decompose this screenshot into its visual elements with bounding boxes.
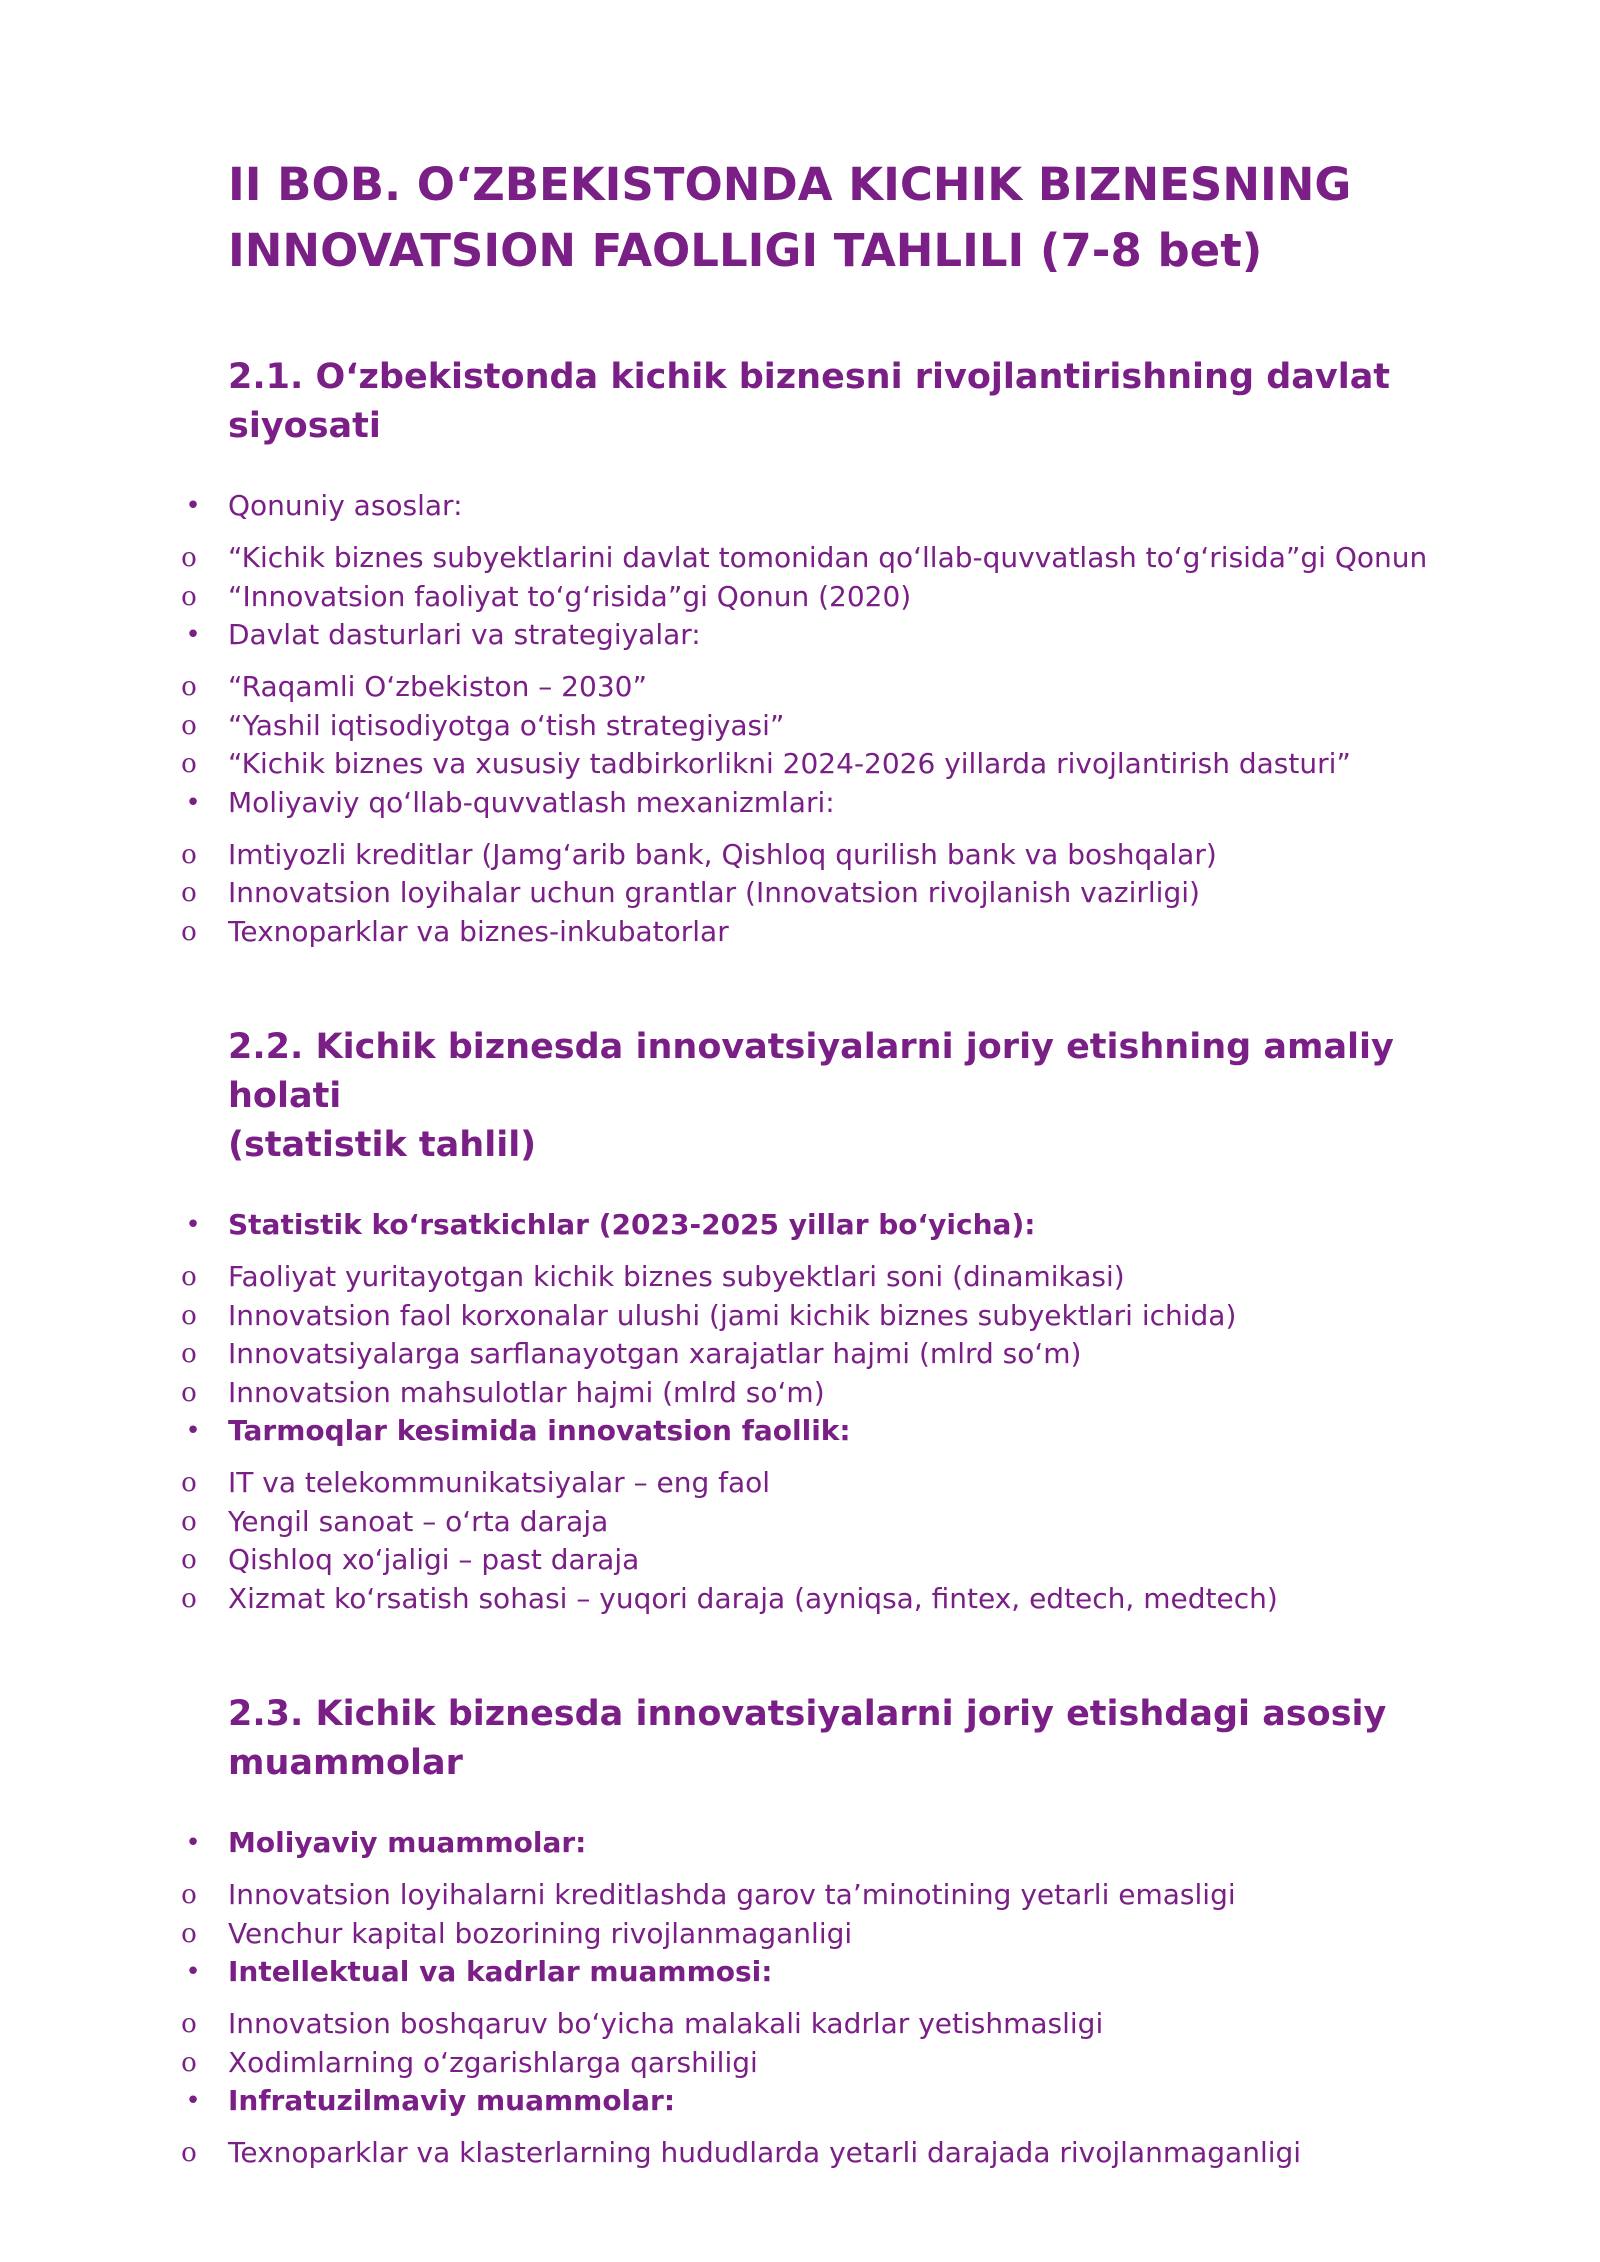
list-group	[0, 616, 1600, 784]
section-2-3-list	[0, 1824, 1600, 2173]
list-item: o Innovatsion loyihalar uchun grantlar (Innovatsion rivojlanish vazirligi)	[0, 874, 1600, 913]
list-group	[0, 1824, 1600, 1953]
section-title-line: muammolar	[228, 1743, 463, 1783]
circle-bullet-icon: o	[181, 749, 197, 779]
circle-bullet-icon: o	[181, 878, 197, 908]
chapter-title-line-1: II BOB. O‘ZBEKISTONDA KICHIK BIZNESNING	[228, 158, 1352, 211]
list-heading: • Moliyaviy qo‘llab-quvvatlash mexanizmlari:	[0, 784, 1600, 822]
circle-bullet-icon: o	[181, 1506, 197, 1537]
list-item: o “Kichik biznes subyektlarini davlat tomonidan qo‘llab-quvvatlash to‘g‘risida”gi Qonun	[0, 539, 1600, 578]
list-item: o Innovatsion loyihalarni kreditlashda garov ta’minotining yetarli emasligi	[0, 1876, 1600, 1915]
list-item: o “Yashil iqtisodiyotga o‘tish strategiyasi”	[0, 707, 1600, 746]
circle-bullet-icon: o	[181, 1377, 197, 1408]
section-2-1-list	[0, 487, 1600, 951]
list-item: o Innovatsiyalarga sarflanayotgan xarajatlar hajmi (mlrd so‘m)	[0, 1335, 1600, 1374]
circle-bullet-icon: o	[181, 916, 197, 947]
list-heading: • Moliyaviy muammolar:	[0, 1824, 1600, 1862]
bullet-icon: •	[185, 1957, 201, 1987]
circle-bullet-icon: o	[181, 1583, 197, 1614]
list-item: o Texnoparklar va klasterlarning hududlarda yetarli darajada rivojlanmaganligi	[0, 2134, 1600, 2173]
circle-bullet-icon: o	[181, 581, 197, 612]
bullet-icon: •	[185, 1416, 201, 1446]
list-group	[0, 487, 1600, 616]
list-item: o Yengil sanoat – o‘rta daraja	[0, 1503, 1600, 1542]
list-heading: • Statistik ko‘rsatkichlar (2023-2025 yillar bo‘yicha):	[0, 1206, 1600, 1244]
circle-bullet-icon: o	[181, 1262, 197, 1292]
list-heading: • Tarmoqlar kesimida innovatsion faollik:	[0, 1412, 1600, 1450]
list-group	[0, 1953, 1600, 2082]
circle-bullet-icon: o	[181, 710, 197, 741]
section-title-2-2	[228, 1023, 1478, 1170]
section-title-line: 2.3. Kichik biznesda innovatsiyalarni joriy etishdagi asosiy	[228, 1694, 1387, 1734]
list-heading: • Davlat dasturlari va strategiyalar:	[0, 616, 1600, 654]
circle-bullet-icon: o	[181, 1880, 197, 1910]
section-title-line: (statistik tahlil)	[228, 1125, 537, 1165]
section-title-line: 2.1. O‘zbekistonda kichik biznesni rivojlantirishning davlat siyosati	[228, 357, 1391, 446]
list-item: o Faoliyat yuritayotgan kichik biznes subyektlari soni (dinamikasi)	[0, 1258, 1600, 1297]
list-heading: • Intellektual va kadrlar muammosi:	[0, 1953, 1600, 1991]
bullet-icon: •	[185, 620, 201, 650]
list-group	[0, 2082, 1600, 2173]
bullet-icon: •	[185, 2086, 201, 2116]
circle-bullet-icon: o	[181, 2138, 197, 2168]
list-item: o Xodimlarning o‘zgarishlarga qarshiligi	[0, 2044, 1600, 2083]
list-item: o Imtiyozli kreditlar (Jamg‘arib bank, Qishloq qurilish bank va boshqalar)	[0, 836, 1600, 875]
list-item: o “Raqamli O‘zbekiston – 2030”	[0, 668, 1600, 707]
circle-bullet-icon: o	[181, 2009, 197, 2039]
list-group	[0, 1412, 1600, 1618]
circle-bullet-icon: o	[181, 672, 197, 702]
list-group	[0, 784, 1600, 952]
list-item: o “Innovatsion faoliyat to‘g‘risida”gi Qonun (2020)	[0, 578, 1600, 617]
section-title-2-3	[228, 1690, 1478, 1788]
list-item: o “Kichik biznes va xususiy tadbirkorlikni 2024-2026 yillarda rivojlantirish dasturi”	[0, 745, 1600, 784]
list-heading: • Infratuzilmaviy muammolar:	[0, 2082, 1600, 2120]
list-item: o Xizmat ko‘rsatish sohasi – yuqori daraja (ayniqsa, fintex, edtech, medtech)	[0, 1580, 1600, 1619]
bullet-icon: •	[185, 1210, 201, 1240]
section-title-line: 2.2. Kichik biznesda innovatsiyalarni joriy etishning amaliy holati	[228, 1027, 1394, 1116]
section-title-2-1	[228, 353, 1478, 451]
list-item: o Innovatsion mahsulotlar hajmi (mlrd so‘m)	[0, 1374, 1600, 1413]
circle-bullet-icon: o	[181, 2047, 197, 2078]
circle-bullet-icon: o	[181, 1468, 197, 1498]
bullet-icon: •	[185, 1828, 201, 1858]
list-item: o Qishloq xo‘jaligi – past daraja	[0, 1541, 1600, 1580]
list-item: o Texnoparklar va biznes-inkubatorlar	[0, 913, 1600, 952]
list-item: o Innovatsion boshqaruv bo‘yicha malakali kadrlar yetishmasligi	[0, 2005, 1600, 2044]
circle-bullet-icon: o	[181, 1918, 197, 1949]
section-2-2-list	[0, 1206, 1600, 1618]
list-item: o Venchur kapital bozorining rivojlanmaganligi	[0, 1915, 1600, 1954]
bullet-icon: •	[185, 491, 201, 521]
circle-bullet-icon: o	[181, 543, 197, 573]
circle-bullet-icon: o	[181, 1339, 197, 1369]
list-heading: • Qonuniy asoslar:	[0, 487, 1600, 525]
chapter-title-line-2: INNOVATSION FAOLLIGI TAHLILI (7-8 bet)	[228, 224, 1263, 277]
list-group	[0, 1206, 1600, 1412]
bullet-icon: •	[185, 787, 201, 818]
circle-bullet-icon: o	[181, 1300, 197, 1331]
circle-bullet-icon: o	[181, 839, 197, 870]
chapter-title	[228, 152, 1478, 284]
circle-bullet-icon: o	[181, 1545, 197, 1575]
list-item: o IT va telekommunikatsiyalar – eng faol	[0, 1464, 1600, 1503]
list-item: o Innovatsion faol korxonalar ulushi (jami kichik biznes subyektlari ichida)	[0, 1297, 1600, 1336]
